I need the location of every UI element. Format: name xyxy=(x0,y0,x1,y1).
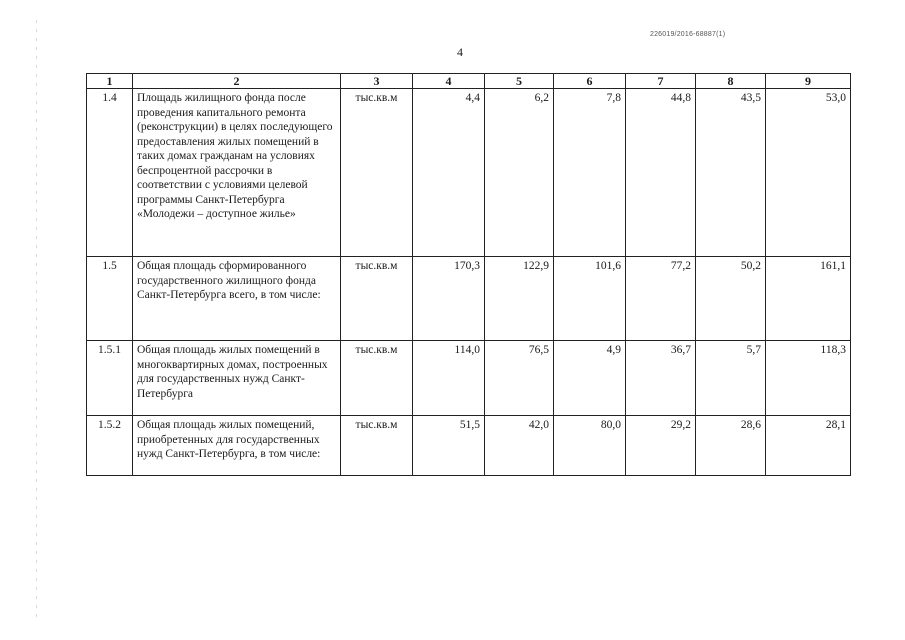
row-unit: тыс.кв.м xyxy=(341,416,413,476)
table-row xyxy=(87,341,851,416)
row-value: 36,7 xyxy=(626,341,696,416)
column-header: 8 xyxy=(696,74,766,89)
row-value: 28,1 xyxy=(766,416,851,476)
row-number: 1.5.1 xyxy=(87,341,133,416)
row-number: 1.5.2 xyxy=(87,416,133,476)
column-header: 4 xyxy=(413,74,485,89)
row-value: 4,4 xyxy=(413,89,485,257)
row-value: 7,8 xyxy=(554,89,626,257)
row-description: Общая площадь жилых помещений, приобретенных для государственных нужд Санкт-Петербурга, в том числе: xyxy=(133,416,341,476)
row-value: 77,2 xyxy=(626,257,696,341)
column-header: 2 xyxy=(133,74,341,89)
column-header: 5 xyxy=(485,74,554,89)
table-row xyxy=(87,89,851,257)
column-header: 3 xyxy=(341,74,413,89)
table-row xyxy=(87,416,851,476)
row-value: 29,2 xyxy=(626,416,696,476)
row-value: 5,7 xyxy=(696,341,766,416)
column-header: 1 xyxy=(87,74,133,89)
scan-edge-mark xyxy=(36,20,37,620)
table-header-row xyxy=(87,74,851,89)
column-header: 6 xyxy=(554,74,626,89)
row-unit: тыс.кв.м xyxy=(341,341,413,416)
row-value: 114,0 xyxy=(413,341,485,416)
row-value: 76,5 xyxy=(485,341,554,416)
row-value: 170,3 xyxy=(413,257,485,341)
row-value: 50,2 xyxy=(696,257,766,341)
row-number: 1.5 xyxy=(87,257,133,341)
row-unit: тыс.кв.м xyxy=(341,257,413,341)
column-header: 7 xyxy=(626,74,696,89)
document-stamp: 226019/2016-68887(1) xyxy=(650,31,726,38)
row-number: 1.4 xyxy=(87,89,133,257)
row-value: 44,8 xyxy=(626,89,696,257)
row-value: 28,6 xyxy=(696,416,766,476)
row-value: 122,9 xyxy=(485,257,554,341)
row-value: 53,0 xyxy=(766,89,851,257)
row-value: 43,5 xyxy=(696,89,766,257)
row-value: 6,2 xyxy=(485,89,554,257)
row-value: 101,6 xyxy=(554,257,626,341)
column-header: 9 xyxy=(766,74,851,89)
row-value: 161,1 xyxy=(766,257,851,341)
row-value: 80,0 xyxy=(554,416,626,476)
row-unit: тыс.кв.м xyxy=(341,89,413,257)
table-row xyxy=(87,257,851,341)
row-value: 4,9 xyxy=(554,341,626,416)
row-value: 51,5 xyxy=(413,416,485,476)
page-number: 4 xyxy=(457,45,463,59)
row-value: 118,3 xyxy=(766,341,851,416)
row-description: Площадь жилищного фонда после проведения капитального ремонта (реконструкции) в целях последующего предоставления жилых помещений в таких домах гражданам на условиях беспроцентной рассрочки в соответствии с условиями целевой программы Санкт-Петербурга «Молодежи – доступное жилье» xyxy=(133,89,341,257)
data-table xyxy=(86,73,851,476)
row-value: 42,0 xyxy=(485,416,554,476)
row-description: Общая площадь сформированного государственного жилищного фонда Санкт-Петербурга всего, в том числе: xyxy=(133,257,341,341)
row-description: Общая площадь жилых помещений в многоквартирных домах, построенных для государственных нужд Санкт-Петербурга xyxy=(133,341,341,416)
